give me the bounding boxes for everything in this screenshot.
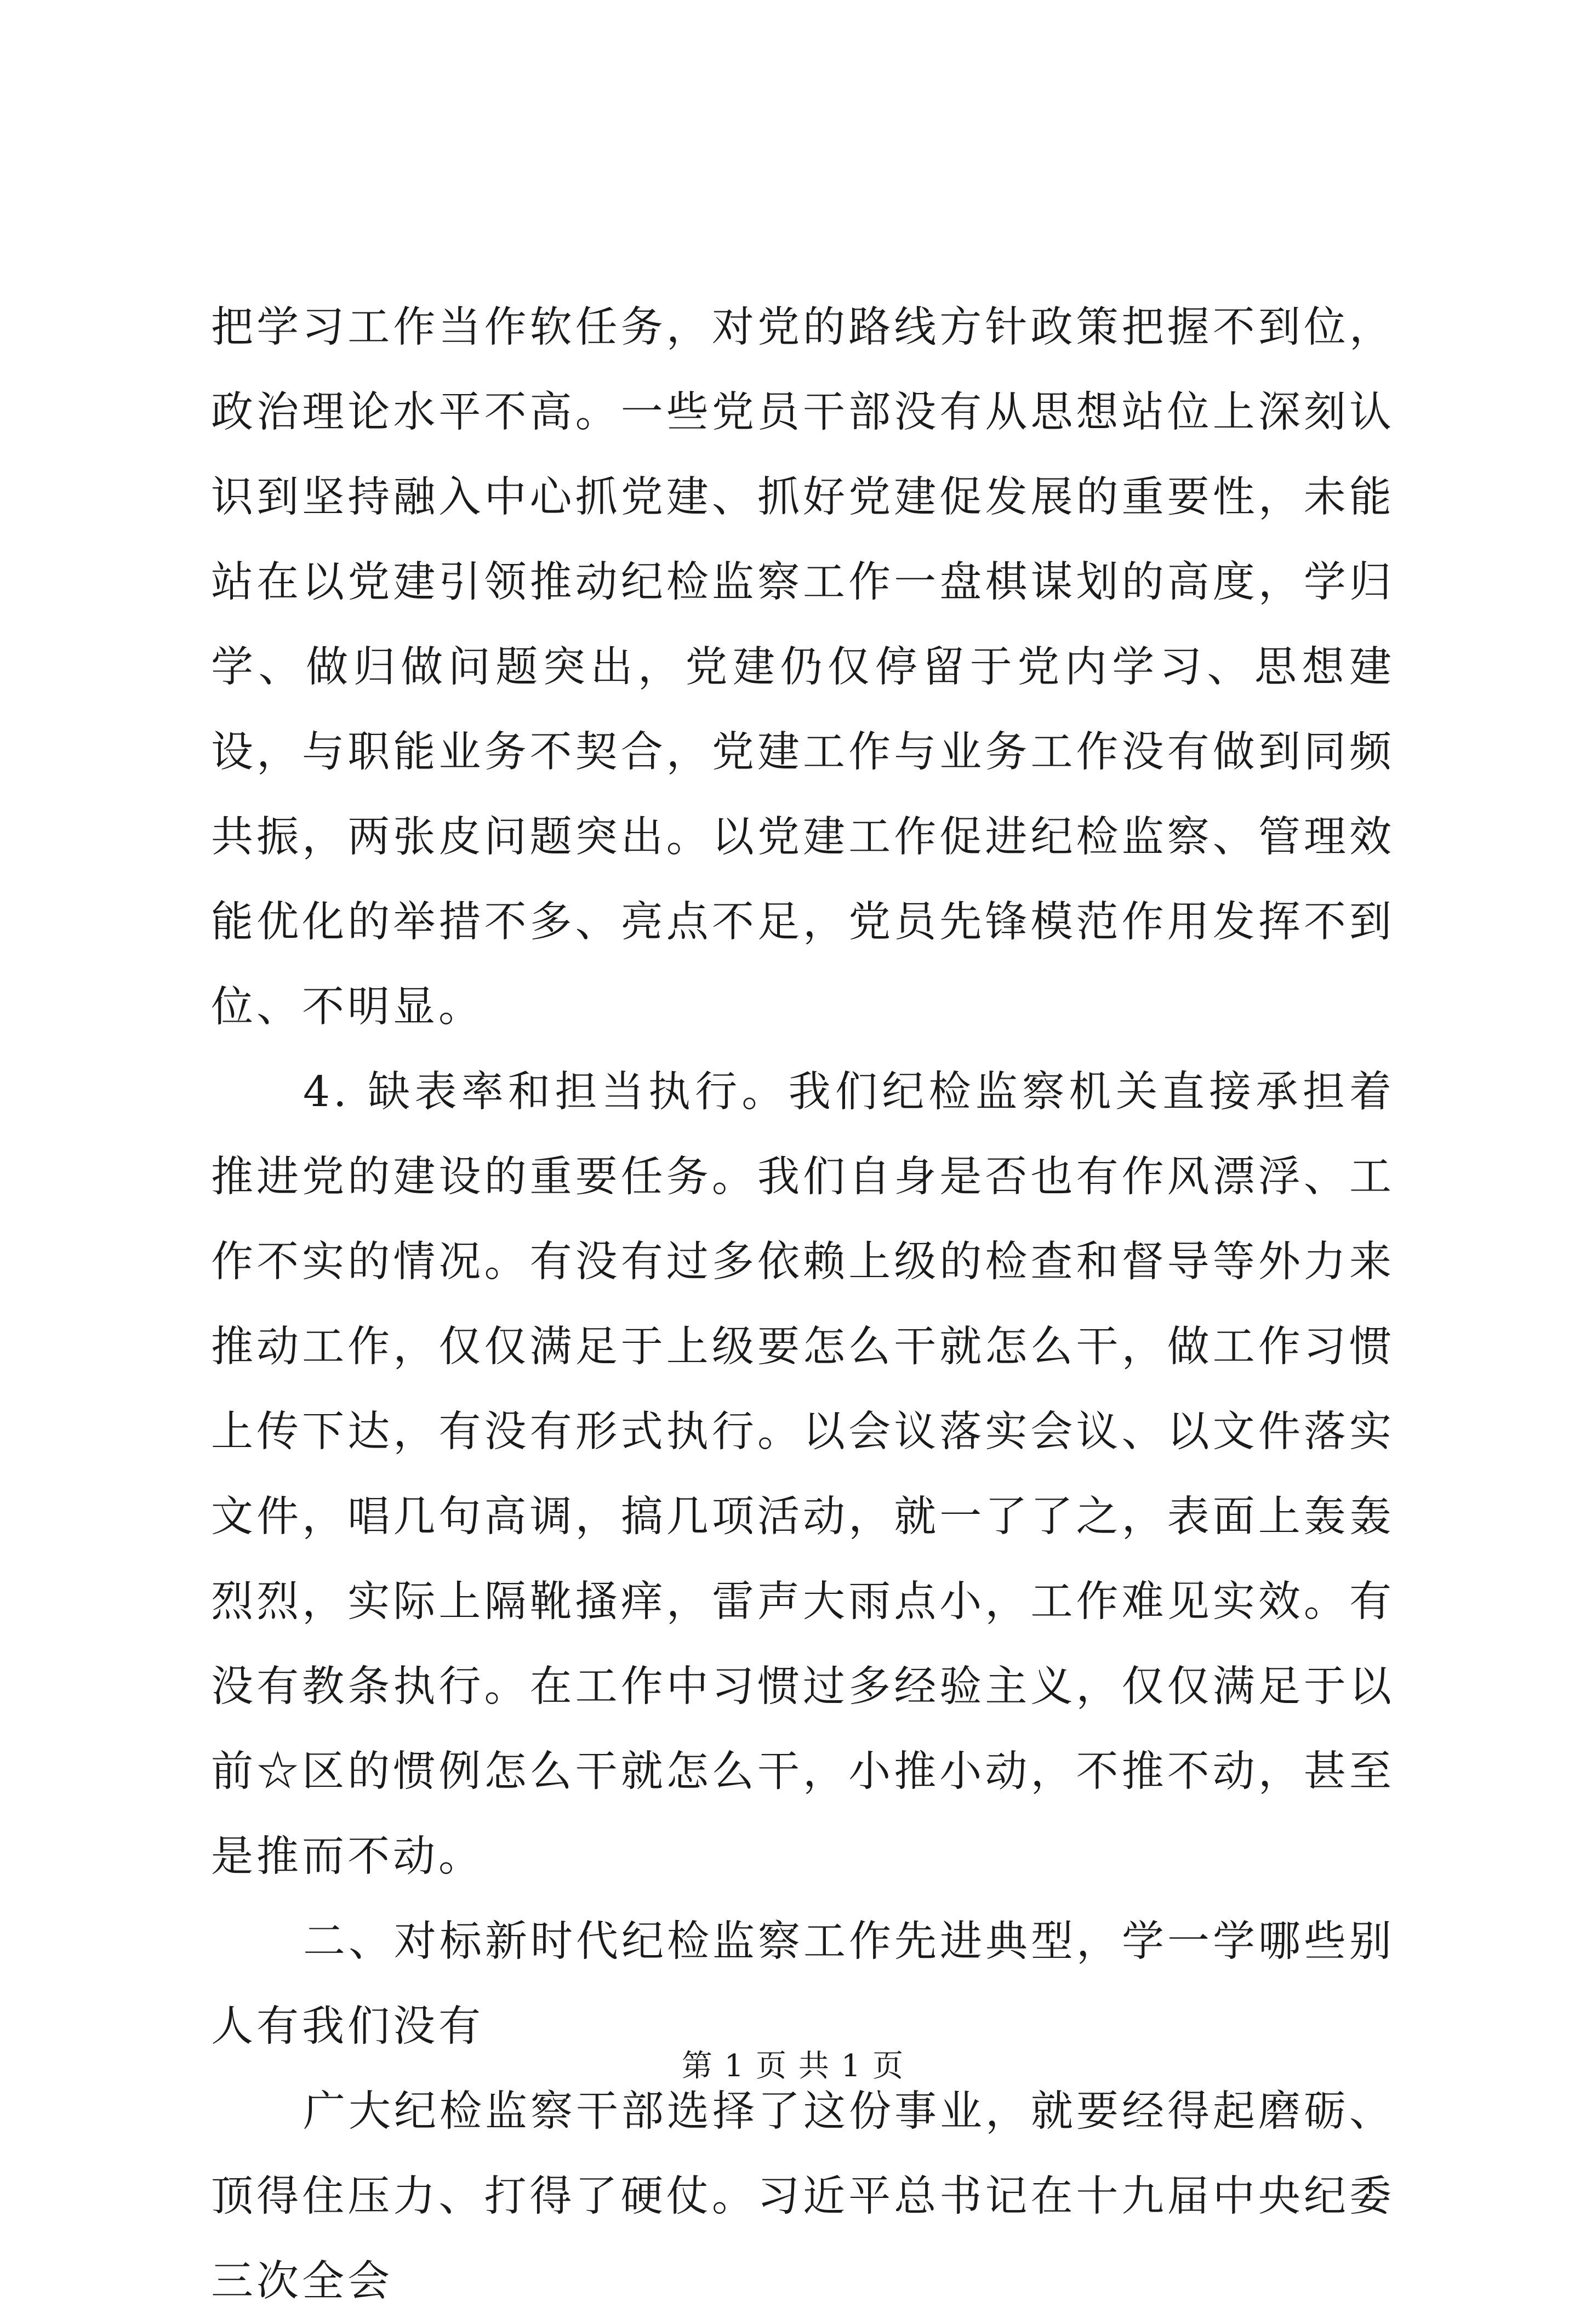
page-footer: 第 1 页 共 1 页 [681,2048,905,2084]
section-heading-2: 二、对标新时代纪检监察工作先进典型，学一学哪些别人有我们没有 [211,1917,1395,2051]
paragraph-item-4: 4. 缺表率和担当执行。我们纪检监察机关直接承担着推进党的建设的重要任务。我们自身是否也有作风漂浮、工作不实的情况。有没有过多依赖上级的检查和督导等外力来推动工作，仅仅满足于上级要怎么干就怎么干，做工作习惯上传下达，有没有形式执行。以会议落实会议、以文件落实文件，唱几句高调，搞几项活动，就一了了之，表面上轰轰烈烈，实际上隔靴搔痒，雷声大雨点小，工作难见实效。有没有教条执行。在工作中习惯过多经验主义，仅仅满足于以前☆区的惯例怎么干就怎么干，小推小动，不推不动，甚至是推而不动。 [211,1068,1395,1881]
paragraph-section-2-intro: 广大纪检监察干部选择了这份事业，就要经得起磨砺、顶得住压力、打得了硬仗。习近平总书记在十九届中央纪委三次全会 [211,2087,1395,2306]
document-body [211,285,1395,2324]
paragraph-continuation: 把学习工作当作软任务，对党的路线方针政策把握不到位，政治理论水平不高。一些党员干部没有从思想站位上深刻认识到坚持融入中心抓党建、抓好党建促发展的重要性，未能站在以党建引领推动纪检监察工作一盘棋谋划的高度，学归学、做归做问题突出，党建仍仅停留于党内学习、思想建设，与职能业务不契合，党建工作与业务工作没有做到同频共振，两张皮问题突出。以党建工作促进纪检监察、管理效能优化的举措不多、亮点不足，党员先锋模范作用发挥不到位、不明显。 [211,303,1395,1032]
